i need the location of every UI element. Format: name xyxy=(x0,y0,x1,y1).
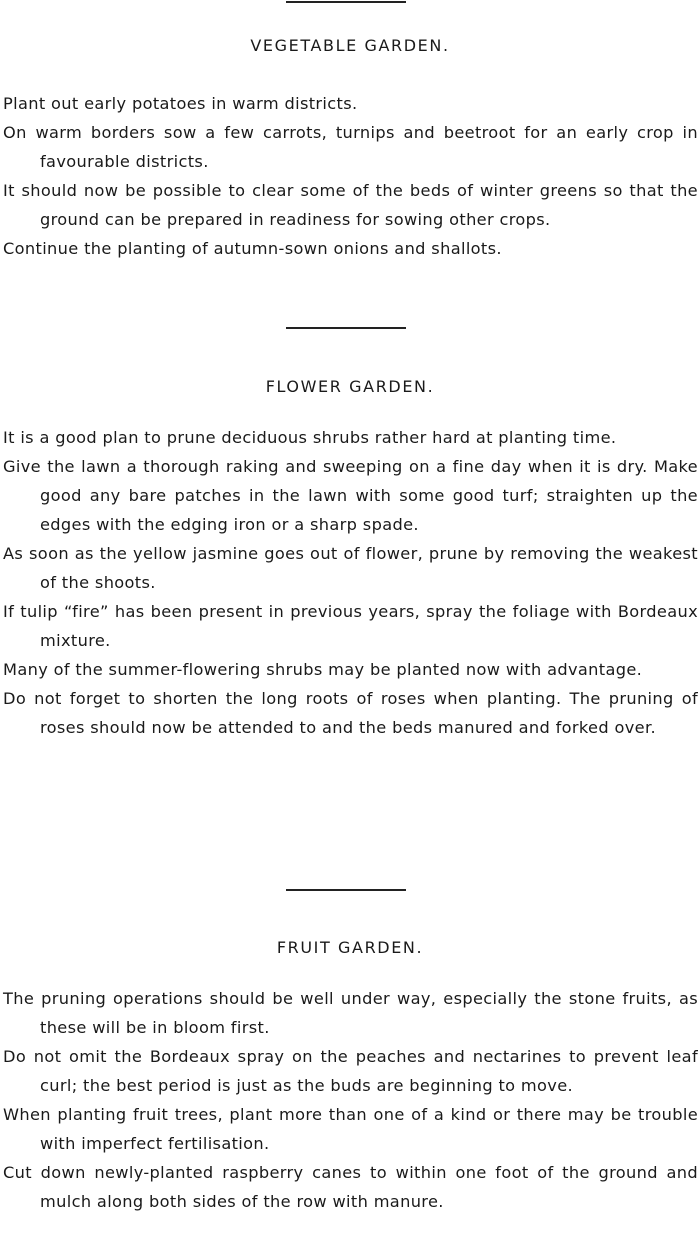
paragraph: It is a good plan to prune deciduous shrubs rather hard at planting time. xyxy=(3,428,617,447)
section-heading-fruit-garden: FRUIT GARDEN. xyxy=(276,938,424,957)
paragraph: As soon as the yellow jasmine goes out of flower, prune by removing the weakest of the shoots. xyxy=(3,544,698,592)
paragraph: Continue the planting of autumn-sown onions and shallots. xyxy=(3,239,502,258)
section-heading-vegetable-garden: VEGETABLE GARDEN. xyxy=(250,36,450,55)
section-heading-flower-garden: FLOWER GARDEN. xyxy=(265,377,435,396)
section-fruit-garden xyxy=(0,984,700,1216)
paragraph: Plant out early potatoes in warm districts. xyxy=(3,94,358,113)
paragraph: Do not omit the Bordeaux spray on the peaches and nectarines to prevent leaf curl; the best period is just as the buds are beginning to move. xyxy=(3,1047,698,1095)
paragraph: When planting fruit trees, plant more than one of a kind or there may be trouble with imperfect fertilisation. xyxy=(3,1105,698,1153)
paragraph: On warm borders sow a few carrots, turnips and beetroot for an early crop in favourable districts. xyxy=(3,123,698,171)
paragraph: Give the lawn a thorough raking and sweeping on a fine day when it is dry. Make good any bare patches in the lawn with some good turf; straighten up the edges with the edging iron or a sharp spade. xyxy=(3,457,698,534)
paragraph: Cut down newly-planted raspberry canes to within one foot of the ground and mulch along both sides of the row with manure. xyxy=(3,1163,698,1211)
paragraph: If tulip “fire” has been present in previous years, spray the foliage with Bordeaux mixture. xyxy=(3,602,698,650)
section-flower-garden xyxy=(0,423,700,742)
paragraph: Do not forget to shorten the long roots of roses when planting. The pruning of roses should now be attended to and the beds manured and forked over. xyxy=(3,689,698,737)
paragraph: It should now be possible to clear some of the beds of winter greens so that the ground can be prepared in readiness for sowing other crops. xyxy=(3,181,698,229)
section-divider-top xyxy=(286,1,406,3)
paragraph: The pruning operations should be well under way, especially the stone fruits, as these will be in bloom first. xyxy=(3,989,698,1037)
section-divider xyxy=(286,889,406,891)
section-vegetable-garden xyxy=(0,89,700,263)
paragraph: Many of the summer-flowering shrubs may be planted now with advantage. xyxy=(3,660,643,679)
section-divider xyxy=(286,327,406,329)
